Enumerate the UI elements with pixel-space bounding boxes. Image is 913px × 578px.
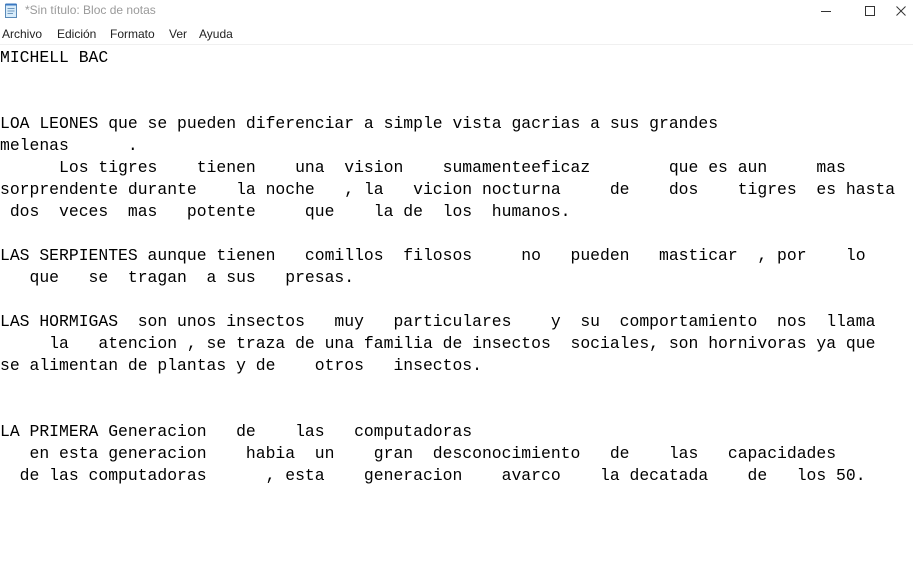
text-line: sorprendente durante la noche , la vicion nocturna de dos tigres es hasta [0, 180, 896, 199]
minimize-icon [820, 5, 832, 17]
text-line: LAS SERPIENTES aunque tienen comillos filosos no pueden masticar , por lo [0, 246, 866, 265]
text-line: se alimentan de plantas y de otros insectos. [0, 356, 482, 375]
text-line: de las computadoras , esta generacion avarco la decatada de los 50. [0, 466, 866, 485]
text-line: LAS HORMIGAS son unos insectos muy particulares y su comportamiento nos llama [0, 312, 876, 331]
maximize-icon [864, 5, 876, 17]
text-line: melenas . [0, 136, 138, 155]
minimize-button[interactable] [806, 0, 846, 22]
text-line: Los tigres tienen una vision sumamenteeficaz que es aun mas [0, 158, 846, 177]
text-line: MICHELL BAC [0, 48, 109, 67]
close-icon [895, 5, 907, 17]
notepad-icon [5, 3, 18, 18]
menu-formato[interactable]: Formato [110, 27, 155, 41]
maximize-button[interactable] [850, 0, 890, 22]
text-line: LA PRIMERA Generacion de las computadoras [0, 422, 473, 441]
close-button[interactable] [888, 0, 913, 22]
text-line: en esta generacion habia un gran desconocimiento de las capacidades [0, 444, 837, 463]
text-editor[interactable] [0, 44, 913, 578]
text-line: que se tragan a sus presas. [0, 268, 355, 287]
text-line: LOA LEONES que se pueden diferenciar a simple vista gacrias a sus grandes [0, 114, 719, 133]
menu-edicion[interactable]: Edición [57, 27, 97, 41]
menu-ver[interactable]: Ver [169, 27, 188, 41]
window-title: *Sin título: Bloc de notas [25, 3, 156, 17]
menu-ayuda[interactable]: Ayuda [199, 27, 233, 41]
title-bar[interactable] [0, 0, 913, 22]
text-line: dos veces mas potente que la de los humanos. [0, 202, 571, 221]
menu-archivo[interactable]: Archivo [2, 27, 43, 41]
menu-bar [0, 24, 913, 43]
text-line: la atencion , se traza de una familia de insectos sociales, son hornivoras ya que [0, 334, 876, 353]
